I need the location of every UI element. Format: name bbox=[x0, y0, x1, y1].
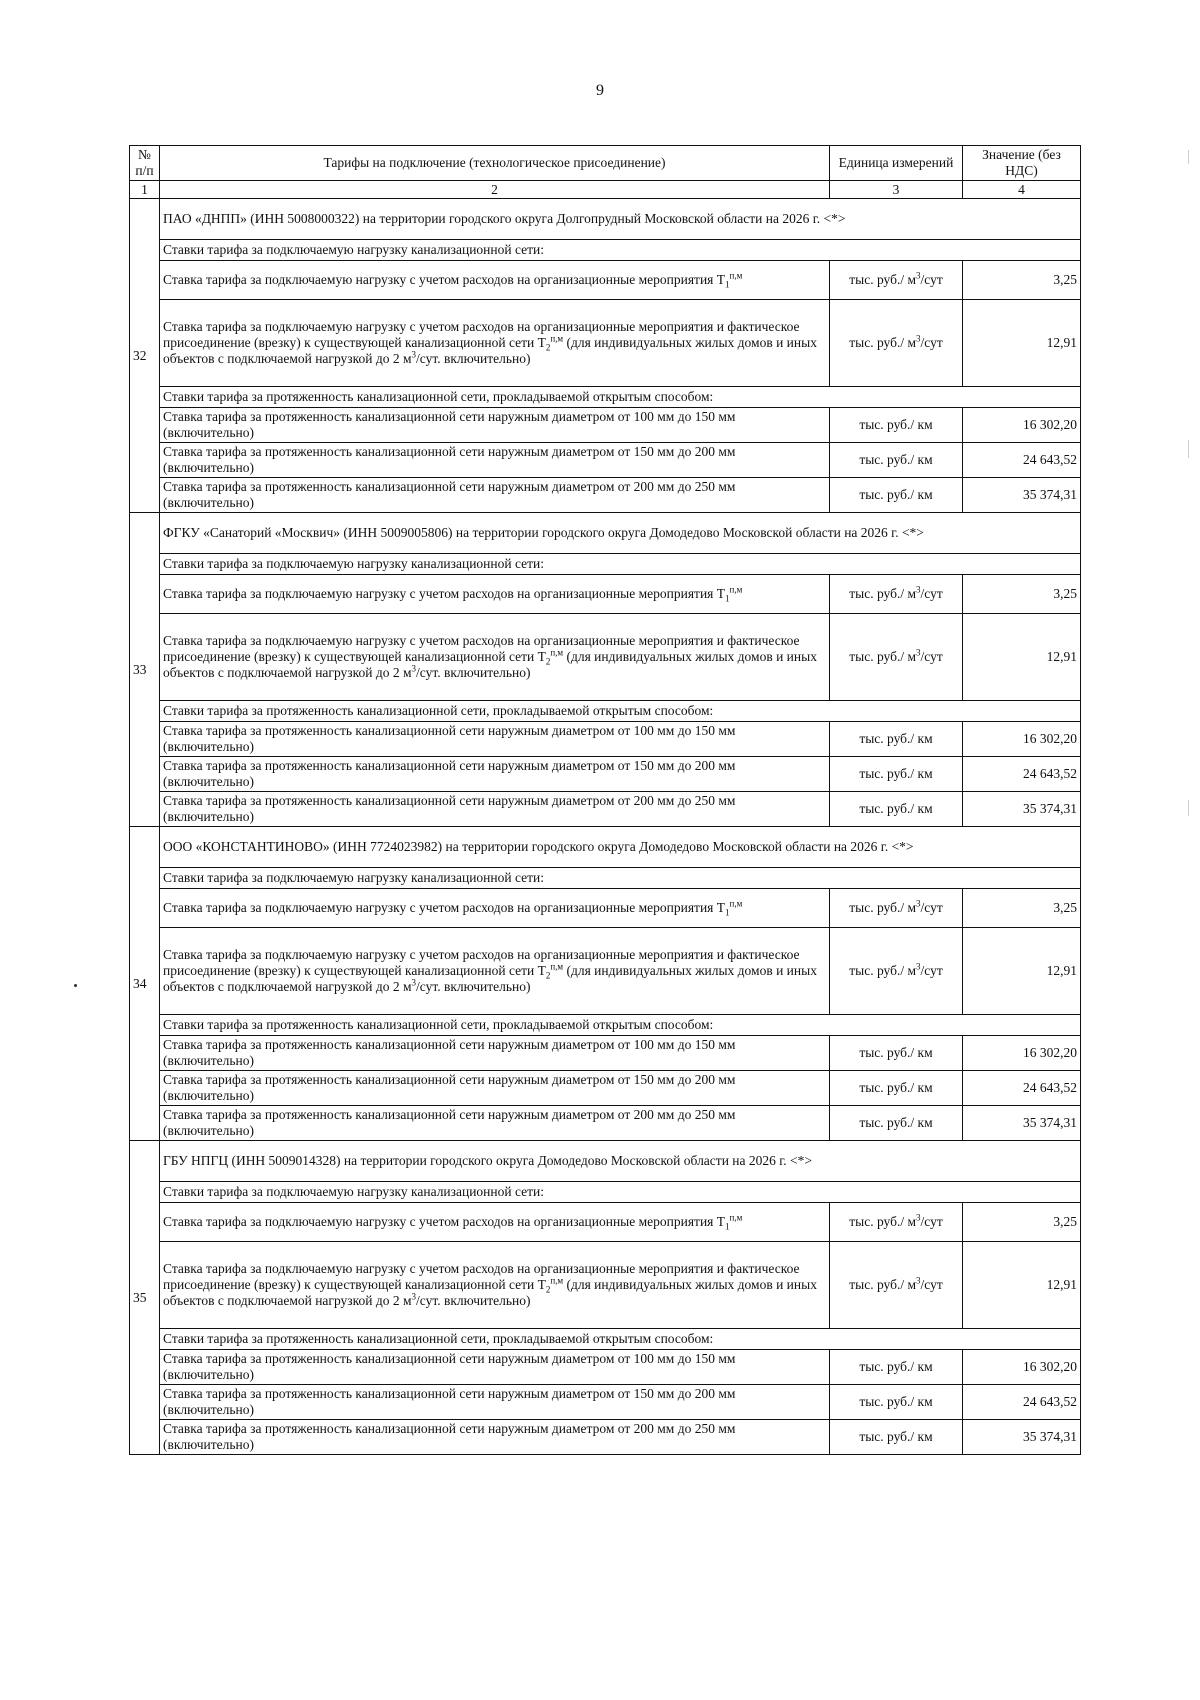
diameter-value: 35 374,31 bbox=[963, 1420, 1081, 1455]
diameter-unit: тыс. руб./ км bbox=[830, 1071, 963, 1106]
org-number: 34 bbox=[130, 827, 160, 1141]
rate-unit: тыс. руб./ $м^3$/сут bbox=[830, 1203, 963, 1242]
section-row bbox=[130, 1015, 1081, 1036]
rate-value: 3,25 bbox=[963, 1203, 1081, 1242]
rate-unit: тыс. руб./ $м^3$/сут bbox=[830, 300, 963, 387]
table-row bbox=[130, 1106, 1081, 1141]
diameter-description: Ставка тарифа за протяженность канализационной сети наружным диаметром от 200 мм до 250 мм (включительно) bbox=[160, 478, 830, 513]
diameter-description: Ставка тарифа за протяженность канализационной сети наружным диаметром от 100 мм до 150 мм (включительно) bbox=[160, 722, 830, 757]
scan-artifact bbox=[1188, 150, 1189, 164]
header-num: № п/п bbox=[130, 146, 160, 181]
diameter-description: Ставка тарифа за протяженность канализационной сети наружным диаметром от 150 мм до 200 мм (включительно) bbox=[160, 1071, 830, 1106]
scan-dot bbox=[74, 984, 77, 987]
rate-description: Ставка тарифа за подключаемую нагрузку с учетом расходов на организационные мероприятия $T_1^{п,м}$ bbox=[160, 261, 830, 300]
header-desc: Тарифы на подключение (технологическое присоединение) bbox=[160, 146, 830, 181]
table-row bbox=[130, 408, 1081, 443]
table-row bbox=[130, 792, 1081, 827]
rate-value: 3,25 bbox=[963, 575, 1081, 614]
section-load-title: Ставки тарифа за подключаемую нагрузку канализационной сети: bbox=[160, 240, 1081, 261]
table-row bbox=[130, 1350, 1081, 1385]
section-length-title: Ставки тарифа за протяженность канализационной сети, прокладываемой открытым способом: bbox=[160, 1329, 1081, 1350]
table-row bbox=[130, 1203, 1081, 1242]
section-load-title: Ставки тарифа за подключаемую нагрузку канализационной сети: bbox=[160, 554, 1081, 575]
section-length-title: Ставки тарифа за протяженность канализационной сети, прокладываемой открытым способом: bbox=[160, 387, 1081, 408]
diameter-unit: тыс. руб./ км bbox=[830, 443, 963, 478]
table-row bbox=[130, 614, 1081, 701]
org-number: 35 bbox=[130, 1141, 160, 1455]
column-number: 2 bbox=[160, 181, 830, 199]
rate-description: Ставка тарифа за подключаемую нагрузку с учетом расходов на организационные мероприятия и фактическое присоединение (врезку) к существующей канализационной сети $T_2^{п,м}$ (для индивидуальных жилых домов и иных объектов с подключаемой нагрузкой до 2 $м^3$/сут. включительно) bbox=[160, 928, 830, 1015]
diameter-description: Ставка тарифа за протяженность канализационной сети наружным диаметром от 200 мм до 250 мм (включительно) bbox=[160, 792, 830, 827]
section-row bbox=[130, 1329, 1081, 1350]
org-title: ПАО «ДНПП» (ИНН 5008000322) на территории городского округа Долгопрудный Московской области на 2026 г. <*> bbox=[160, 199, 1081, 240]
rate-value: 12,91 bbox=[963, 614, 1081, 701]
diameter-unit: тыс. руб./ км bbox=[830, 478, 963, 513]
org-title: ГБУ НПГЦ (ИНН 5009014328) на территории городского округа Домодедово Московской области на 2026 г. <*> bbox=[160, 1141, 1081, 1182]
diameter-unit: тыс. руб./ км bbox=[830, 757, 963, 792]
diameter-unit: тыс. руб./ км bbox=[830, 1036, 963, 1071]
diameter-value: 35 374,31 bbox=[963, 792, 1081, 827]
diameter-description: Ставка тарифа за протяженность канализационной сети наружным диаметром от 150 мм до 200 мм (включительно) bbox=[160, 1385, 830, 1420]
rate-description: Ставка тарифа за подключаемую нагрузку с учетом расходов на организационные мероприятия и фактическое присоединение (врезку) к существующей канализационной сети $T_2^{п,м}$ (для индивидуальных жилых домов и иных объектов с подключаемой нагрузкой до 2 $м^3$/сут. включительно) bbox=[160, 300, 830, 387]
table-row bbox=[130, 889, 1081, 928]
diameter-value: 24 643,52 bbox=[963, 1071, 1081, 1106]
page-number: 9 bbox=[596, 82, 604, 99]
table-row bbox=[130, 757, 1081, 792]
org-row bbox=[130, 199, 1081, 240]
table-row bbox=[130, 300, 1081, 387]
rate-value: 12,91 bbox=[963, 1242, 1081, 1329]
rate-unit: тыс. руб./ $м^3$/сут bbox=[830, 261, 963, 300]
rate-unit: тыс. руб./ $м^3$/сут bbox=[830, 575, 963, 614]
org-title: ФГКУ «Санаторий «Москвич» (ИНН 5009005806) на территории городского округа Домодедово Московской области на 2026 г. <*> bbox=[160, 513, 1081, 554]
section-row bbox=[130, 387, 1081, 408]
org-number: 33 bbox=[130, 513, 160, 827]
rate-description: Ставка тарифа за подключаемую нагрузку с учетом расходов на организационные мероприятия $T_1^{п,м}$ bbox=[160, 889, 830, 928]
tariff-table bbox=[129, 145, 1081, 1455]
rate-unit: тыс. руб./ $м^3$/сут bbox=[830, 928, 963, 1015]
section-row bbox=[130, 240, 1081, 261]
table-row bbox=[130, 1242, 1081, 1329]
column-number: 4 bbox=[963, 181, 1081, 199]
rate-description: Ставка тарифа за подключаемую нагрузку с учетом расходов на организационные мероприятия $T_1^{п,м}$ bbox=[160, 575, 830, 614]
rate-value: 3,25 bbox=[963, 889, 1081, 928]
column-number: 1 bbox=[130, 181, 160, 199]
rate-description: Ставка тарифа за подключаемую нагрузку с учетом расходов на организационные мероприятия и фактическое присоединение (врезку) к существующей канализационной сети $T_2^{п,м}$ (для индивидуальных жилых домов и иных объектов с подключаемой нагрузкой до 2 $м^3$/сут. включительно) bbox=[160, 614, 830, 701]
table-row bbox=[130, 1071, 1081, 1106]
section-row bbox=[130, 868, 1081, 889]
diameter-unit: тыс. руб./ км bbox=[830, 408, 963, 443]
scan-artifact bbox=[1188, 440, 1189, 458]
org-title: ООО «КОНСТАНТИНОВО» (ИНН 7724023982) на территории городского округа Домодедово Московской области на 2026 г. <*> bbox=[160, 827, 1081, 868]
diameter-value: 16 302,20 bbox=[963, 722, 1081, 757]
diameter-value: 24 643,52 bbox=[963, 1385, 1081, 1420]
header-unit: Единица измерений bbox=[830, 146, 963, 181]
diameter-value: 16 302,20 bbox=[963, 408, 1081, 443]
header-row bbox=[130, 146, 1081, 181]
rate-value: 3,25 bbox=[963, 261, 1081, 300]
diameter-unit: тыс. руб./ км bbox=[830, 792, 963, 827]
diameter-description: Ставка тарифа за протяженность канализационной сети наружным диаметром от 200 мм до 250 мм (включительно) bbox=[160, 1420, 830, 1455]
table-row bbox=[130, 928, 1081, 1015]
table-body bbox=[130, 199, 1081, 1455]
diameter-value: 24 643,52 bbox=[963, 757, 1081, 792]
diameter-description: Ставка тарифа за протяженность канализационной сети наружным диаметром от 100 мм до 150 мм (включительно) bbox=[160, 1036, 830, 1071]
org-row bbox=[130, 827, 1081, 868]
diameter-description: Ставка тарифа за протяженность канализационной сети наружным диаметром от 150 мм до 200 мм (включительно) bbox=[160, 443, 830, 478]
diameter-value: 16 302,20 bbox=[963, 1350, 1081, 1385]
section-load-title: Ставки тарифа за подключаемую нагрузку канализационной сети: bbox=[160, 1182, 1081, 1203]
section-length-title: Ставки тарифа за протяженность канализационной сети, прокладываемой открытым способом: bbox=[160, 701, 1081, 722]
column-number-row bbox=[130, 181, 1081, 199]
table-row bbox=[130, 261, 1081, 300]
column-number: 3 bbox=[830, 181, 963, 199]
diameter-description: Ставка тарифа за протяженность канализационной сети наружным диаметром от 150 мм до 200 мм (включительно) bbox=[160, 757, 830, 792]
header-value: Значение (без НДС) bbox=[963, 146, 1081, 181]
rate-unit: тыс. руб./ $м^3$/сут bbox=[830, 1242, 963, 1329]
table-row bbox=[130, 1420, 1081, 1455]
diameter-unit: тыс. руб./ км bbox=[830, 1420, 963, 1455]
table-row bbox=[130, 575, 1081, 614]
diameter-value: 35 374,31 bbox=[963, 478, 1081, 513]
diameter-value: 35 374,31 bbox=[963, 1106, 1081, 1141]
diameter-value: 24 643,52 bbox=[963, 443, 1081, 478]
table-row bbox=[130, 443, 1081, 478]
rate-value: 12,91 bbox=[963, 300, 1081, 387]
table-row bbox=[130, 1036, 1081, 1071]
diameter-unit: тыс. руб./ км bbox=[830, 1106, 963, 1141]
org-number: 32 bbox=[130, 199, 160, 513]
section-length-title: Ставки тарифа за протяженность канализационной сети, прокладываемой открытым способом: bbox=[160, 1015, 1081, 1036]
org-row bbox=[130, 513, 1081, 554]
rate-description: Ставка тарифа за подключаемую нагрузку с учетом расходов на организационные мероприятия и фактическое присоединение (врезку) к существующей канализационной сети $T_2^{п,м}$ (для индивидуальных жилых домов и иных объектов с подключаемой нагрузкой до 2 $м^3$/сут. включительно) bbox=[160, 1242, 830, 1329]
diameter-unit: тыс. руб./ км bbox=[830, 1385, 963, 1420]
diameter-unit: тыс. руб./ км bbox=[830, 722, 963, 757]
diameter-unit: тыс. руб./ км bbox=[830, 1350, 963, 1385]
rate-unit: тыс. руб./ $м^3$/сут bbox=[830, 889, 963, 928]
table-row bbox=[130, 1385, 1081, 1420]
org-row bbox=[130, 1141, 1081, 1182]
section-load-title: Ставки тарифа за подключаемую нагрузку канализационной сети: bbox=[160, 868, 1081, 889]
diameter-description: Ставка тарифа за протяженность канализационной сети наружным диаметром от 100 мм до 150 мм (включительно) bbox=[160, 1350, 830, 1385]
section-row bbox=[130, 1182, 1081, 1203]
rate-unit: тыс. руб./ $м^3$/сут bbox=[830, 614, 963, 701]
section-row bbox=[130, 554, 1081, 575]
scan-artifact bbox=[1188, 800, 1189, 816]
diameter-value: 16 302,20 bbox=[963, 1036, 1081, 1071]
section-row bbox=[130, 701, 1081, 722]
table-row bbox=[130, 478, 1081, 513]
rate-description: Ставка тарифа за подключаемую нагрузку с учетом расходов на организационные мероприятия $T_1^{п,м}$ bbox=[160, 1203, 830, 1242]
rate-value: 12,91 bbox=[963, 928, 1081, 1015]
diameter-description: Ставка тарифа за протяженность канализационной сети наружным диаметром от 100 мм до 150 мм (включительно) bbox=[160, 408, 830, 443]
diameter-description: Ставка тарифа за протяженность канализационной сети наружным диаметром от 200 мм до 250 мм (включительно) bbox=[160, 1106, 830, 1141]
table-row bbox=[130, 722, 1081, 757]
